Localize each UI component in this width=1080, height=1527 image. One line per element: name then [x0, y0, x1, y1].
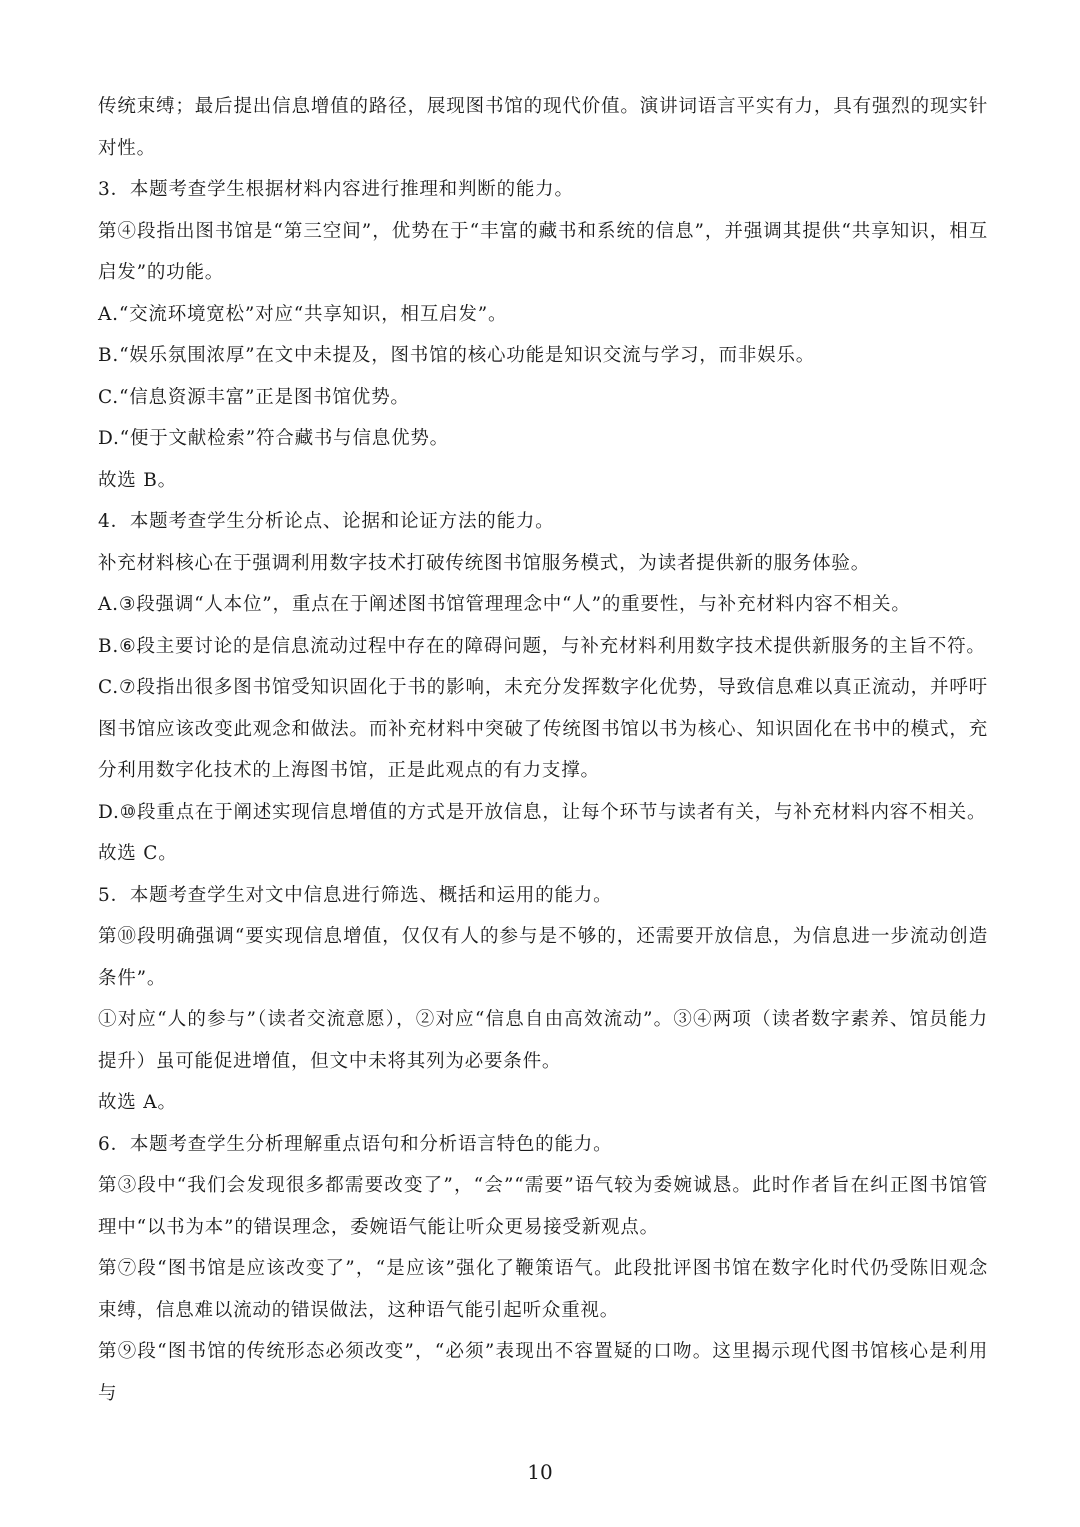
option-b: B.“娱乐氛围浓厚”在文中未提及，图书馆的核心功能是知识交流与学习，而非娱乐。	[98, 345, 816, 366]
option-a: A.③段强调“人本位”，重点在于阐述图书馆管理理念中“人”的重要性，与补充材料内容不相关。	[98, 594, 911, 615]
paragraph: ①对应“人的参与”（读者交流意愿），②对应“信息自由高效流动”。③④两项（读者数字素养、馆员能力提升）虽可能促进增值，但文中未将其列为必要条件。	[98, 1009, 988, 1072]
option-b: B.⑥段主要讨论的是信息流动过程中存在的障碍问题，与补充材料利用数字技术提供新服务的主旨不符。	[98, 635, 986, 657]
paragraph: 第⑩段明确强调“要实现信息增值，仅仅有人的参与是不够的，还需要开放信息，为信息进一步流动创造条件”。	[98, 926, 988, 989]
option-d: D.“便于文献检索”符合藏书与信息优势。	[98, 428, 449, 449]
question-heading: 6．本题考查学生分析理解重点语句和分析语言特色的能力。	[98, 1133, 613, 1155]
question-heading: 5．本题考查学生对文中信息进行筛选、概括和运用的能力。	[98, 884, 613, 906]
answer: 故选 C。	[98, 843, 178, 864]
page-number: 10	[527, 1460, 553, 1484]
paragraph: 第⑦段“图书馆是应该改变了”，“是应该”强化了鞭策语气。此段批评图书馆在数字化时代仍受陈旧观念束缚，信息难以流动的错误做法，这种语气能引起听众重视。	[98, 1258, 988, 1321]
answer: 故选 A。	[98, 1092, 177, 1113]
paragraph: 传统束缚；最后提出信息增值的路径，展现图书馆的现代价值。演讲词语言平实有力，具有强烈的现实针对性。	[98, 96, 988, 159]
question-heading: 3．本题考查学生根据材料内容进行推理和判断的能力。	[98, 179, 574, 200]
paragraph: 第④段指出图书馆是“第三空间”，优势在于“丰富的藏书和系统的信息”，并强调其提供“共享知识，相互启发”的功能。	[98, 220, 988, 283]
paragraph: 补充材料核心在于强调利用数字技术打破传统图书馆服务模式，为读者提供新的服务体验。	[98, 552, 871, 574]
option-c: C.“信息资源丰富”正是图书馆优势。	[98, 386, 410, 408]
document-body	[98, 86, 988, 1414]
question-heading: 4．本题考查学生分析论点、论据和论证方法的能力。	[98, 511, 555, 532]
option-a: A.“交流环境宽松”对应“共享知识，相互启发”。	[98, 303, 508, 325]
option-d: D.⑩段重点在于阐述实现信息增值的方式是开放信息，让每个环节与读者有关，与补充材料内容不相关。	[98, 801, 987, 823]
answer: 故选 B。	[98, 469, 177, 491]
option-c: C.⑦段指出很多图书馆受知识固化于书的影响，未充分发挥数字化优势，导致信息难以真正流动，并呼吁图书馆应该改变此观念和做法。而补充材料中突破了传统图书馆以书为核心、知识固化在书中的模式，充分利用数字化技术的上海图书馆，正是此观点的有力支撑。	[98, 677, 988, 781]
paragraph: 第⑨段“图书馆的传统形态必须改变”，“必须”表现出不容置疑的口吻。这里揭示现代图书馆核心是利用与	[98, 1341, 988, 1404]
paragraph: 第③段中“我们会发现很多都需要改变了”，“会”“需要”语气较为委婉诚恳。此时作者旨在纠正图书馆管理中“以书为本”的错误理念，委婉语气能让听众更易接受新观点。	[98, 1175, 988, 1238]
